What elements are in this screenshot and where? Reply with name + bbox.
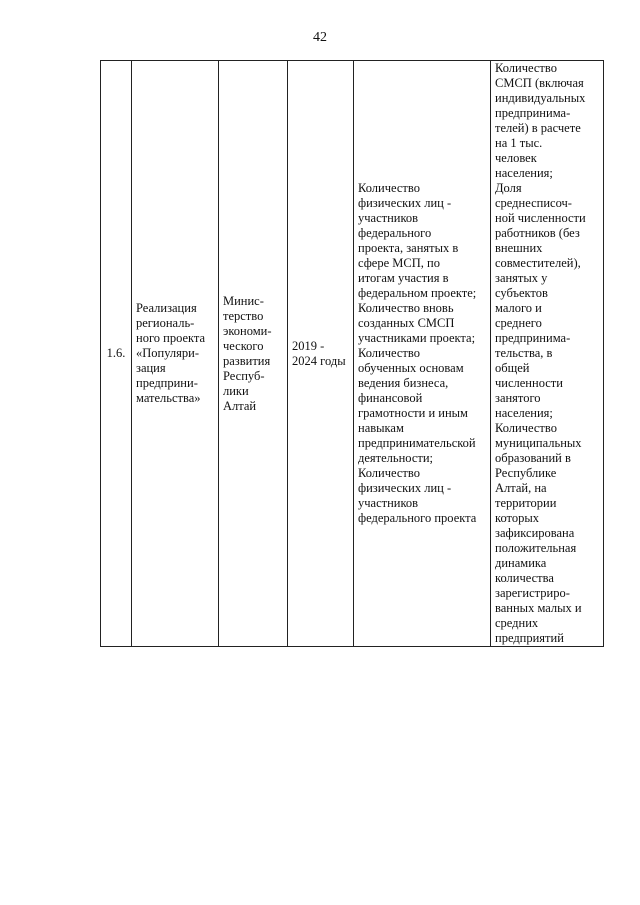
indicators-cell xyxy=(354,61,491,647)
measures-table xyxy=(100,60,604,647)
executor: Минис- терство экономи- ческого развития Респуб- лики Алтай xyxy=(223,293,272,413)
table-row xyxy=(101,61,604,647)
row-number: 1.6. xyxy=(106,346,126,360)
results-cell xyxy=(491,61,604,647)
measure-name-cell xyxy=(132,61,219,647)
row-number-cell xyxy=(101,61,132,647)
implementation-term: 2019 - 2024 годы xyxy=(292,338,346,368)
measure-name: Реализация региональ- ного проекта «Популяри- зация предприни- мательства» xyxy=(136,301,206,405)
results: Количество СМСП (включая индивидуальных предпринима- телей) в расчете на 1 тыс. человек населения; Доля среднесписоч- ной численности работников (без внешних совместителей), занятых у субъектов малого и среднего предпринима- тельства, в общей численности занятого населения; Количество муниципальных образований в Республике Алтай, на территории которых зафиксирована положительная динамика количества зарегистриро- ванных малых и средних предприятий xyxy=(495,61,586,645)
page-number: 42 xyxy=(313,30,327,45)
term-cell xyxy=(288,61,354,647)
executor-cell xyxy=(219,61,288,647)
indicators: Количество физических лиц - участников федерального проекта, занятых в сфере МСП, по итогам участия в федеральном проекте; Количество вновь созданных СМСП участниками проекта; Количество обученных основам ведения бизнеса, финансовой грамотности и иным навыкам предпринимательской деятельности; Количество физических лиц - участников федерального проекта xyxy=(358,181,477,525)
